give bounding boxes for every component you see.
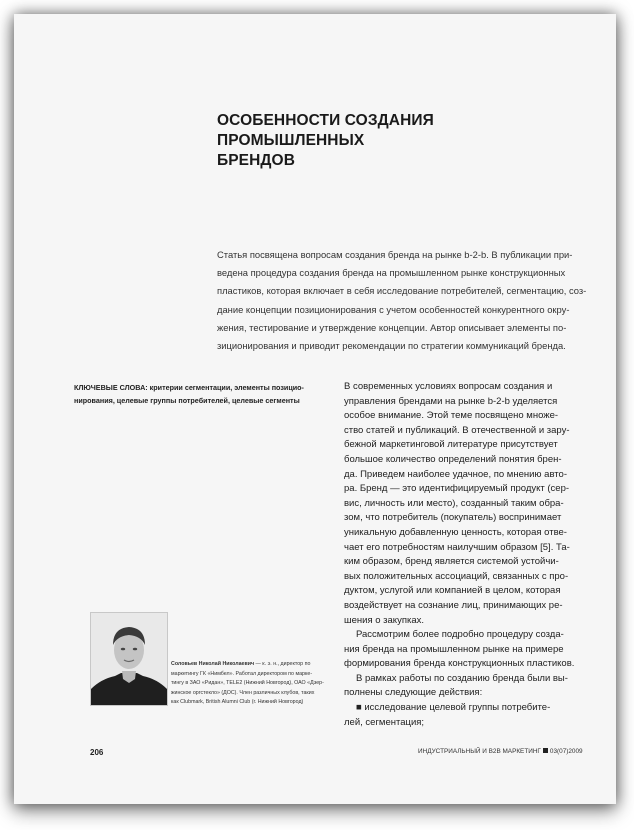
body-line: лей, сегментация; [344, 716, 425, 728]
body-line: управления брендами на рынке b-2-b уделяется [344, 395, 558, 407]
abstract-line: зиционирования и приводит рекомендации по стратегии коммуникаций бренда. [217, 340, 566, 352]
body-line: воздействует на сознание лиц, принимающих ре- [344, 599, 563, 611]
body-line: ство статей и публикаций. В отечественной и зару- [344, 424, 570, 436]
keywords-line [74, 381, 344, 394]
author-name: Соловьев Николай Николаевич [171, 661, 255, 667]
author-bio-line: тингу в ЗАО «Ридан», TELE2 (Нижний Новгород), ОАО «Дзер- [171, 680, 324, 687]
body-line: дуктом, услугой или компанией в целом, которая [344, 585, 561, 597]
author-bio-line: жинское оргстекло» (ДОС). Член различных клубов, таких [171, 689, 315, 696]
body-line: вис, личность или место), созданный таким обра- [344, 497, 564, 509]
square-bullet-icon [543, 748, 548, 753]
issue-number: 03(07)2009 [549, 748, 583, 755]
body-line: чает его потребностям наилучшим образом [5]. Та- [344, 541, 570, 553]
keywords-line [74, 394, 344, 407]
article-title [217, 111, 577, 171]
abstract-line: дание концепции позиционирования с учетом особенностей конкурентного окру- [217, 303, 570, 315]
body-line: уникальную добавленную ценность, которая отве- [344, 526, 567, 538]
keywords-block [74, 381, 344, 407]
abstract-line: ведена процедура создания бренда на промышленном рынке конструкционных [217, 267, 566, 279]
keywords-label: КЛЮЧЕВЫЕ СЛОВА: [74, 383, 148, 392]
journal-name: ИНДУСТРИАЛЬНЫЙ И B2B МАРКЕТИНГ [418, 748, 541, 755]
body-line: вых положительных ассоциаций, связанных с про- [344, 570, 569, 582]
page-number: 206 [90, 748, 104, 757]
body-line: ния бренда на промышленном рынке на примере [344, 643, 564, 655]
author-bio-text: — к. э. н., директор по [254, 661, 311, 667]
body-line: бежной маркетинговой литературе присутствует [344, 439, 558, 451]
author-bio-line [171, 660, 341, 670]
body-line: ким образом, бренд является системой устойчи- [344, 556, 559, 568]
title-line: ОСОБЕННОСТИ СОЗДАНИЯ ПРОМЫШЛЕННЫХ [217, 112, 434, 149]
body-line: ■ исследование целевой группы потребите- [356, 702, 551, 714]
author-bio [171, 660, 341, 708]
body-line: ра. Бренд — это идентифицируемый продукт (сер- [344, 483, 570, 495]
body-line: В рамках работы по созданию бренда были вы- [356, 672, 568, 684]
author-bio-line: как Clubmark, British Alumni Club (г. Нижний Новгород) [171, 699, 304, 706]
title-line: БРЕНДОВ [217, 152, 296, 169]
abstract-line: жения, тестирование и утверждение концепции. Автор описывает элементы по- [217, 321, 567, 333]
body-line: шения о закупках. [344, 614, 424, 626]
body-line: особое внимание. Этой теме посвящено множе- [344, 410, 559, 422]
article-abstract [217, 246, 589, 355]
body-line: полнены следующие действия: [344, 687, 483, 699]
body-line: да. Приведем наиболее удачное, по мнению авто- [344, 468, 567, 480]
body-line: большое количество определений понятия брен- [344, 453, 562, 465]
body-line: Рассмотрим более подробно процедуру созда- [356, 629, 564, 641]
keywords-text: нирования, целевые группы потребителей, целевые сегменты [74, 396, 300, 405]
abstract-line: пластиков, которая включает в себя исследование потребителей, сегментацию, соз- [217, 285, 587, 297]
body-line: В современных условиях вопросам создания и [344, 381, 553, 392]
body-line: зом, что потребитель (покупатель) воспринимает [344, 512, 562, 524]
journal-page [14, 14, 616, 804]
abstract-line: Статья посвящена вопросам создания бренда на рынке b-2-b. В публикации при- [217, 249, 573, 260]
author-bio-line: маркетингу ГК «Нимбел». Работал директором по марке- [171, 670, 313, 677]
journal-footer [418, 748, 583, 755]
keywords-text: критерии сегментации, элементы позицио- [147, 383, 304, 392]
body-line: формирования бренда конструкционных пластиков. [344, 658, 575, 670]
author-photo [90, 612, 168, 706]
author-portrait-image [91, 613, 167, 705]
article-body [344, 380, 584, 730]
